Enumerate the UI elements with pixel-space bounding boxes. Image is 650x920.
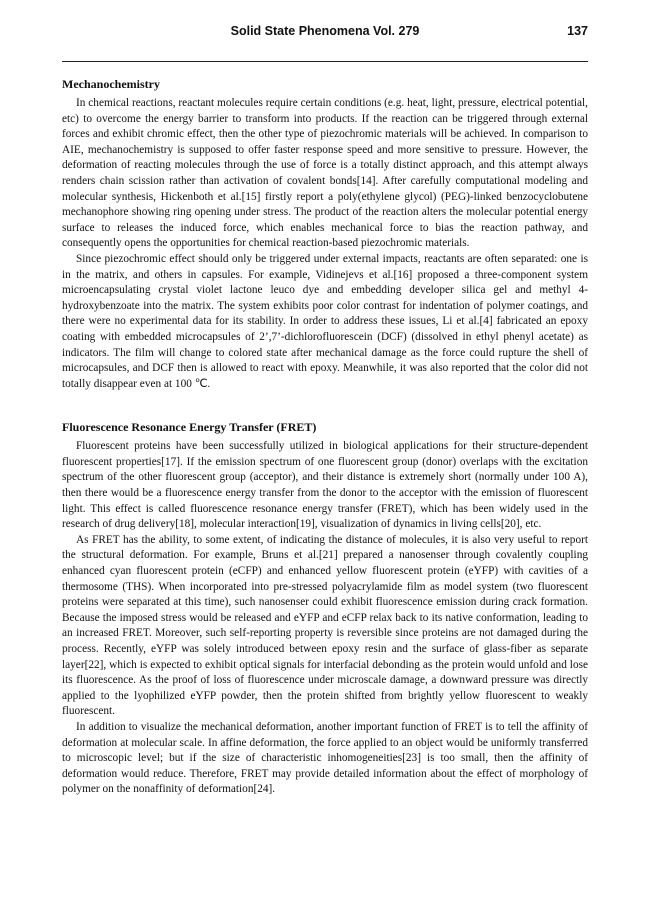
paragraph: Since piezochromic effect should only be triggered under external impacts, reactants are often separated: one is in the matrix, and others in capsules. For example, Vidinejevs et al.[16] proposed a three-component system microencapsulating crystal violet lactone leuco dye and embedding developer silica gel and methyl 4-hydroxybenzoate into the matrix. The system exhibits poor color contrast for indentation of polymer coatings, and there were no experimental data for its stability. In order to address these issues, Li et al.[4] fabricated an epoxy coating with embedded microcapsules of 2’,7’-dichlorofluorescein (DCF) (dissolved in ethyl phenyl acetate) as indicators. The film will change to colored state after mechanical damage as the force could rupture the shell of microcapsules, and DCF then is allowed to react with epoxy. Meanwhile, it was also reported that the color did not totally disappear even at 100 ℃. <box>62 252 588 390</box>
paragraph: As FRET has the ability, to some extent, of indicating the distance of molecules, it is also very useful to report the structural deformation. For example, Bruns et al.[21] prepared a nanosenser through covalently coupling enhanced cyan fluorescent protein (eCFP) and enhanced yellow fluorescent protein (eYFP) with cavities of a thermosome (THS). When incorporated into pre-stressed polyacrylamide film as model system (two fluorescent proteins were separated at this time), such nanosenser could exhibit fluorescence emission during crack formation. Because the imposed stress would be released and eYFP and eCFP relax back to its native conformation, leading to an increased FRET. Moreover, such self-reporting property is reversible since proteins are not damaged during the process. Recently, eYFP was solely introduced between epoxy resin and the surface of glass-fiber as separate layer[22], which is expected to exhibit optical signals for interfacial debonding as the protein would unfold and lose its fluorescence. As the proof of loss of fluorescence under microscale damage, a downward pressure was directly applied to the lyophilized eYFP powder, then the protein shifted from brightly yellow fluorescent to weakly fluorescent. <box>62 533 588 718</box>
section-mechanochemistry <box>62 76 588 392</box>
page-number: 137 <box>567 24 588 38</box>
section-heading: Fluorescence Resonance Energy Transfer (FRET) <box>62 420 317 435</box>
article-body <box>62 76 588 798</box>
paragraph: Fluorescent proteins have been successfully utilized in biological applications for their structure-dependent fluorescent properties[17]. If the emission spectrum of one fluorescent group (donor) overlaps with the excitation spectrum of the other fluorescent group (acceptor), and their distance is extremely short (normally under 100 A), then there would be a fluorescence energy transfer from the donor to the acceptor with the emission of fluorescent light. This effect is called fluorescence resonance energy transfer (FRET), which has been widely used in the research of drug delivery[18], molecular interaction[19], visualization of dynamics in living cells[20], etc. <box>62 440 588 531</box>
running-header <box>62 22 588 42</box>
header-divider <box>62 61 588 62</box>
paragraph: In addition to visualize the mechanical deformation, another important function of FRET is to tell the affinity of deformation at molecular scale. In affine deformation, the force applied to an object would be uniformly transferred to microscopic level; but if the size of characteristic inhomogeneities[23] is too small, then the affinity of deformation would reduce. Therefore, FRET may provide detailed information about the effect of morphology of polymer on the nonaffinity of deformation[24]. <box>62 720 588 796</box>
journal-title: Solid State Phenomena Vol. 279 <box>230 24 420 38</box>
section-fret <box>62 419 588 798</box>
paragraph: In chemical reactions, reactant molecules require certain conditions (e.g. heat, light, pressure, electrical potential, etc) to overcome the energy barrier to transform into products. If the reaction can be triggered through external forces and exhibit chromic effect, then the other type of piezochromic materials will be achieved. In comparison to AIE, mechanochemistry is supposed to offer faster response speed and more sensitive to pressure. However, the deformation of reacting molecules through the use of force is a totally distinct approach, and this attempt always renders chain scission rather than activation of covalent bonds[14]. After carefully computational modeling and molecular synthesis, Hickenboth et al.[15] firstly report a poly(ethylene glycol) (PEG)-linked benzocyclobutene mechanophore showing ring opening under stress. The product of the reaction alters the molecular potential energy surface to releases the induced force, which enables mechanical force to bias the reaction pathway, and consequently opens the opportunities for chemical reaction-based piezochromic materials. <box>62 97 588 250</box>
section-heading: Mechanochemistry <box>62 77 160 91</box>
